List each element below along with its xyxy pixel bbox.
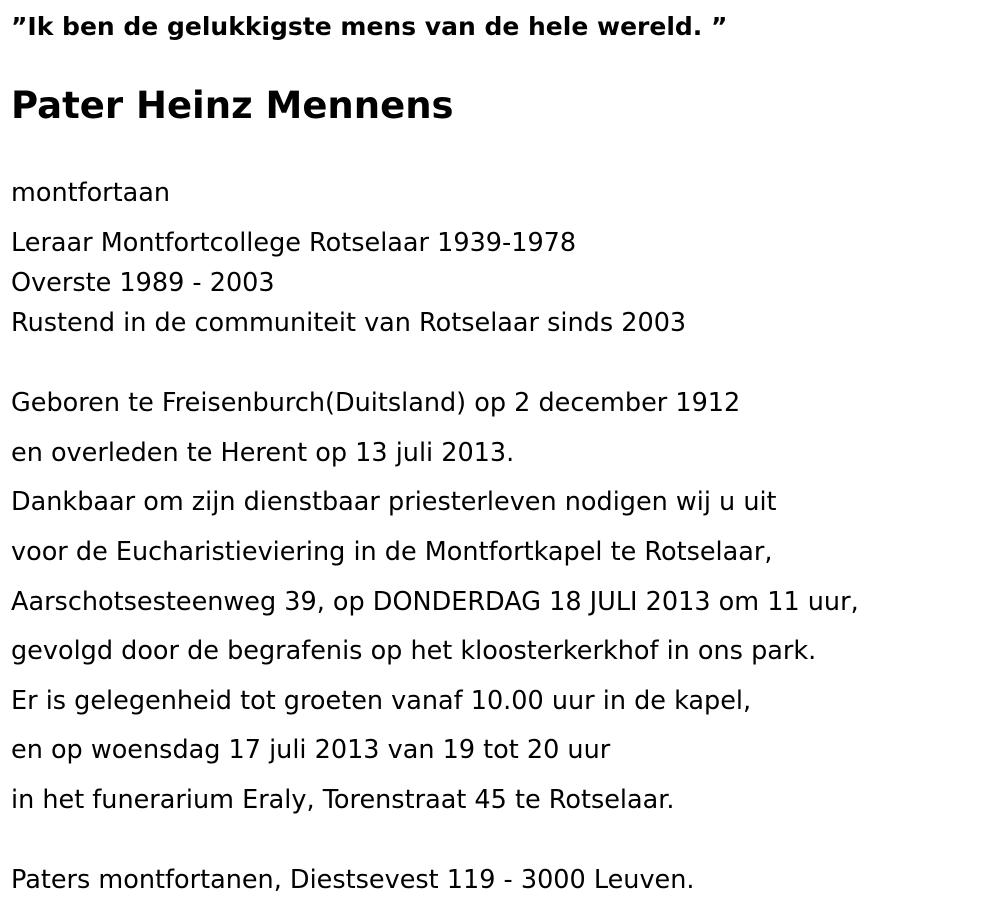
body-line: Geboren te Freisenburch(Duitsland) op 2 december 1912 xyxy=(11,388,741,418)
body-line: gevolgd door de begrafenis op het kloosterkerkhof in ons park. xyxy=(11,636,817,666)
body-line: Aarschotsesteenweg 39, op DONDERDAG 18 JULI 2013 om 11 uur, xyxy=(11,587,859,617)
body-line: en op woensdag 17 juli 2013 van 19 tot 20 uur xyxy=(11,735,611,765)
body-line: Dankbaar om zijn dienstbaar priesterleven nodigen wij u uit xyxy=(11,487,777,517)
body-line: Er is gelegenheid tot groeten vanaf 10.00 uur in de kapel, xyxy=(11,686,752,716)
role-line: Rustend in de communiteit van Rotselaar sinds 2003 xyxy=(11,308,687,338)
footer-address: Paters montfortanen, Diestsevest 119 - 3000 Leuven. xyxy=(11,865,695,895)
role-line: Leraar Montfortcollege Rotselaar 1939-1978 xyxy=(11,228,577,258)
body-line: in het funerarium Eraly, Torenstraat 45 te Rotselaar. xyxy=(11,785,675,815)
body-line: en overleden te Herent op 13 juli 2013. xyxy=(11,438,515,468)
deceased-name: Pater Heinz Mennens xyxy=(11,84,454,127)
body-line: voor de Eucharistieviering in de Montfortkapel te Rotselaar, xyxy=(11,537,773,567)
role-line: Overste 1989 - 2003 xyxy=(11,268,275,298)
religious-order: montfortaan xyxy=(11,178,171,208)
quote: ”Ik ben de gelukkigste mens van de hele wereld. ” xyxy=(11,12,728,41)
